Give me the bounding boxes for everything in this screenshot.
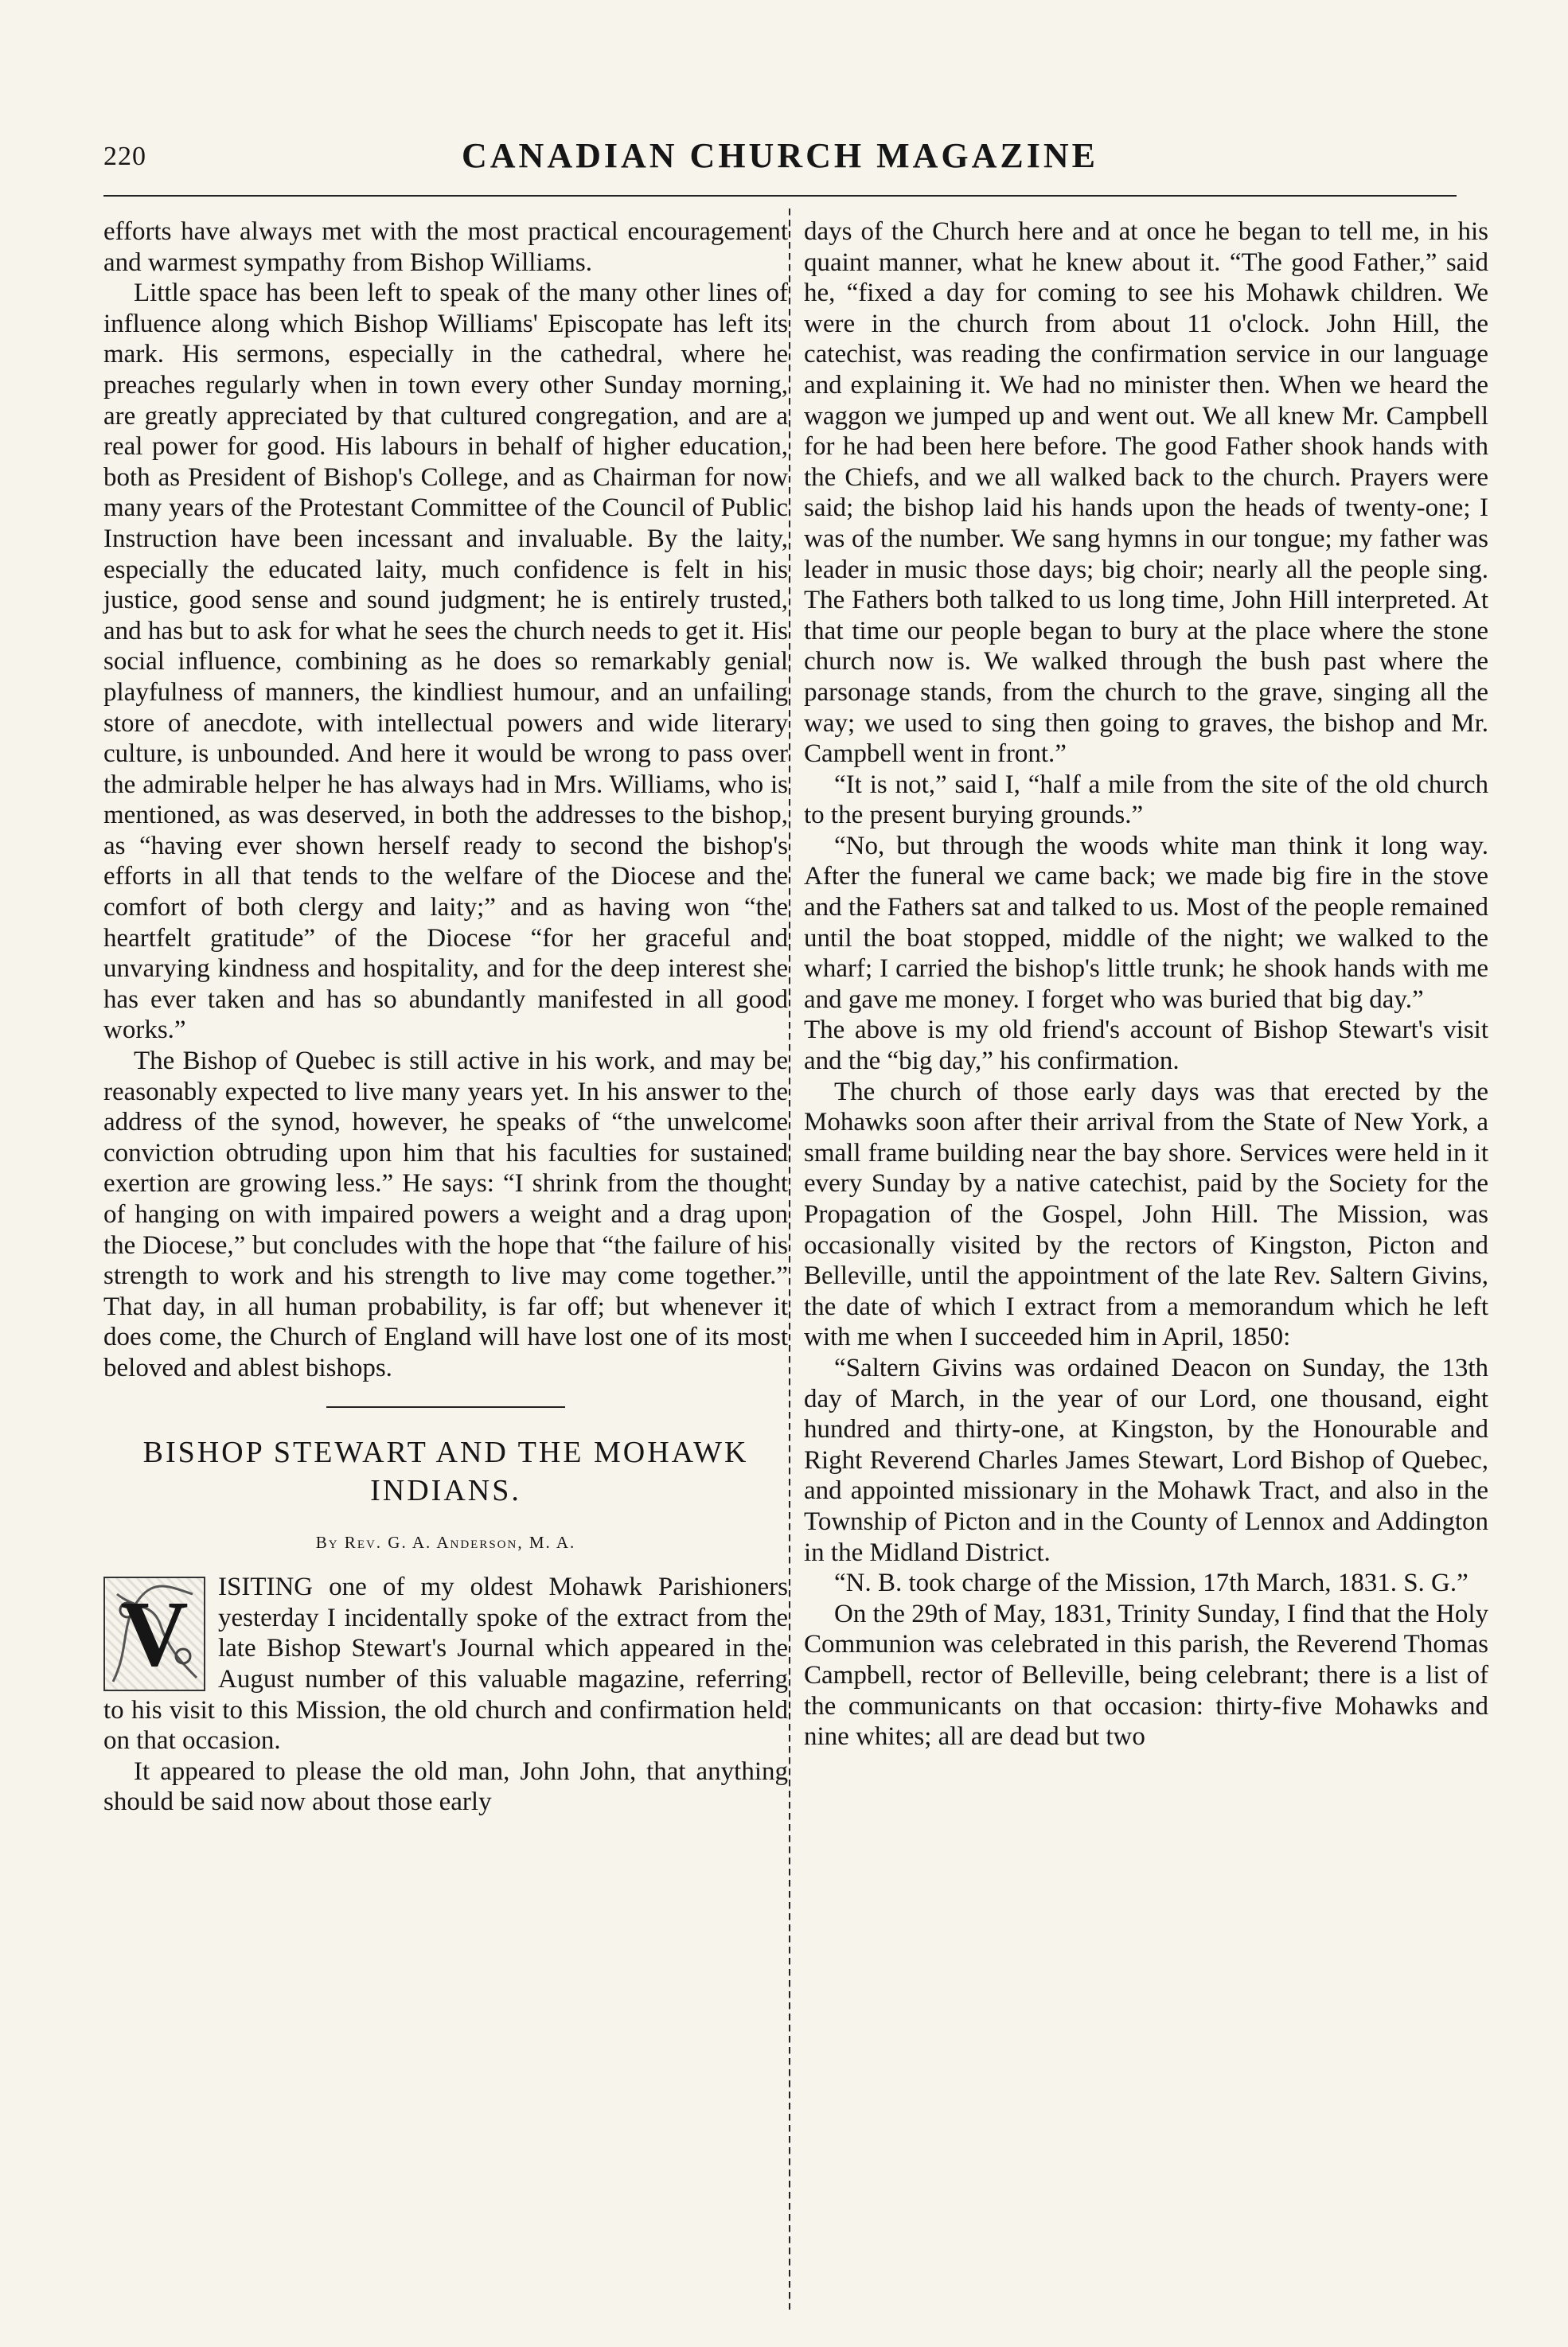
column-divider [789, 209, 790, 2310]
memorandum-note: “N. B. took charge of the Mission, 17th March, 1831. S. G.” [834, 1569, 1469, 1598]
page-header [103, 135, 1457, 183]
paragraph: days of the Church here and at once he began to tell me, in his quaint manner, what he knew about it. “The good Father,” said he, “fixed a day for coming to see his Mohawk children. We were in the church from about 11 o'clock. John Hill, the catechist, was reading the confirmation service in our language and explaining it. We had no minister then. When we heard the waggon we jumped up and went out. We all knew Mr. Campbell for he had been here before. The good Father shook hands with the Chiefs, and we all walked back to the church. Prayers were said; the bishop laid his hands upon the heads of twenty-one; I was of the number. We sang hymns in our tongue; my father was leader in music those days; big choir; nearly all the people sing. The Fathers both talked to us long time, John Hill interpreted. At that time our people began to bury at the place where the stone church now is. We walked through the bush past where the parsonage stands, from the church to the grave, singing all the way; we used to sing then going to graves, the bishop and Mr. Campbell went in front.” [804, 217, 1488, 769]
left-column [103, 216, 788, 1818]
paragraph: Little space has been left to speak of the many other lines of influence along which Bishop Williams' Episcopate has left its mark. His sermons, especially in the cathedral, where he preaches regularly when in town every other Sunday morning, are greatly appreciated by that cultured congregation, and are a real power for good. His labours in behalf of higher education, both as President of Bishop's College, and as Chairman for now many years of the Protestant Committee of the Council of Public Instruction have been incessant and invaluable. By the laity, especially the educated laity, much confidence is felt in his justice, good sense and sound judgment; he is entirely trusted, and has but to ask for what he sees the church needs to get it. His social influence, combining as he does so remarkably genial playfulness of manners, the kindliest humour, and an unfailing store of anecdote, with intellectual powers and wide literary culture, is unbounded. And here it would be wrong to pass over the admirable helper he has always had in Mrs. Williams, who is mentioned, as was deserved, in both the addresses to the bishop, as “having ever shown herself ready to second the bishop's efforts in all that tends to the welfare of the Diocese and the comfort of both clergy and laity;” and as having won “the heartfelt gratitude” of the Diocese “for her graceful and unvarying kindness and hospitality, and for the deep interest she has ever taken and has so abundantly manifested in all good works.” [103, 279, 788, 1045]
running-title: CANADIAN CHURCH MAGAZINE [462, 136, 1098, 175]
byline: By Rev. G. A. Anderson, M. A. [315, 1532, 576, 1552]
page-number: 220 [103, 142, 146, 171]
dropcap-initial [103, 1577, 205, 1691]
paragraph-text: ISITING one of my oldest Mohawk Parishioners yesterday I incidentally spoke of the extract from the late Bishop Stewart's Journal which appeared in the August number of this valuable magazine, referring to his visit to this Mission, the old church and confirmation held on that occasion. [103, 1573, 788, 1756]
dropcap-letter: V [120, 1581, 189, 1686]
paragraph: “It is not,” said I, “half a mile from the site of the old church to the present burying grounds.” [804, 770, 1488, 830]
paragraph: The church of those early days was that erected by the Mohawks soon after their arrival from the State of New York, a small frame building near the bay shore. Services were held in it every Sunday by a native catechist, paid by the Society for the Propagation of the Gospel, John Hill. The Mission, was occasionally visited by the rectors of Kingston, Picton and Belleville, until the appointment of the late Rev. Saltern Givins, the date of which I extract from a memorandum which he left with me when I succeeded him in April, 1850: [804, 1077, 1488, 1352]
paragraph: The Bishop of Quebec is still active in his work, and may be reasonably expected to live many years yet. In his answer to the address of the synod, however, he speaks of “the unwelcome conviction obtruding upon him that his faculties for sustained exertion are growing less.” He says: “I shrink from the thought of hanging on with impaired powers a weight and a drag upon the Diocese,” but concludes with the hope that “the failure of his strength to work and his strength to live may come together.” That day, in all human probability, is far off; but whenever it does come, the Church of England will have lost one of its most beloved and ablest bishops. [103, 1047, 788, 1382]
header-rule [103, 195, 1457, 197]
article-first-paragraph [103, 1572, 788, 1756]
section-divider [326, 1406, 565, 1408]
quoted-memorandum: “Saltern Givins was ordained Deacon on Sunday, the 13th day of March, in the year of our Lord, one thousand, eight hundred and thirty-one, at Kingston, by the Honourable and Right Reverend Charles James Stewart, Lord Bishop of Quebec, and appointed missionary in the Mohawk Tract, and also in the Township of Picton and in the County of Lennox and Addington in the Midland District. [804, 1353, 1488, 1567]
paragraph: “No, but through the woods white man think it long way. After the funeral we came back; we made big fire in the stove and the Fathers sat and talked to us. Most of the people remained until the boat stopped, middle of the night; we walked to the wharf; I carried the bishop's little trunk; he shook hands with me and gave me money. I forget who was buried that big day.” [804, 831, 1488, 1014]
paragraph: The above is my old friend's account of Bishop Stewart's visit and the “big day,” his confirmation. [804, 1016, 1488, 1076]
right-column [804, 216, 1488, 1752]
paragraph: efforts have always met with the most practical encouragement and warmest sympathy from Bishop Williams. [103, 217, 788, 277]
paragraph: On the 29th of May, 1831, Trinity Sunday, I find that the Holy Communion was celebrated in this parish, the Reverend Thomas Campbell, rector of Belleville, being celebrant; there is a list of the communicants on that occasion: thirty-five Mohawks and nine whites; all are dead but two [804, 1599, 1488, 1752]
article-title: BISHOP STEWART AND THE MOHAWK INDIANS. [142, 1435, 749, 1507]
paragraph: It appeared to please the old man, John John, that anything should be said now about those early [103, 1756, 788, 1817]
